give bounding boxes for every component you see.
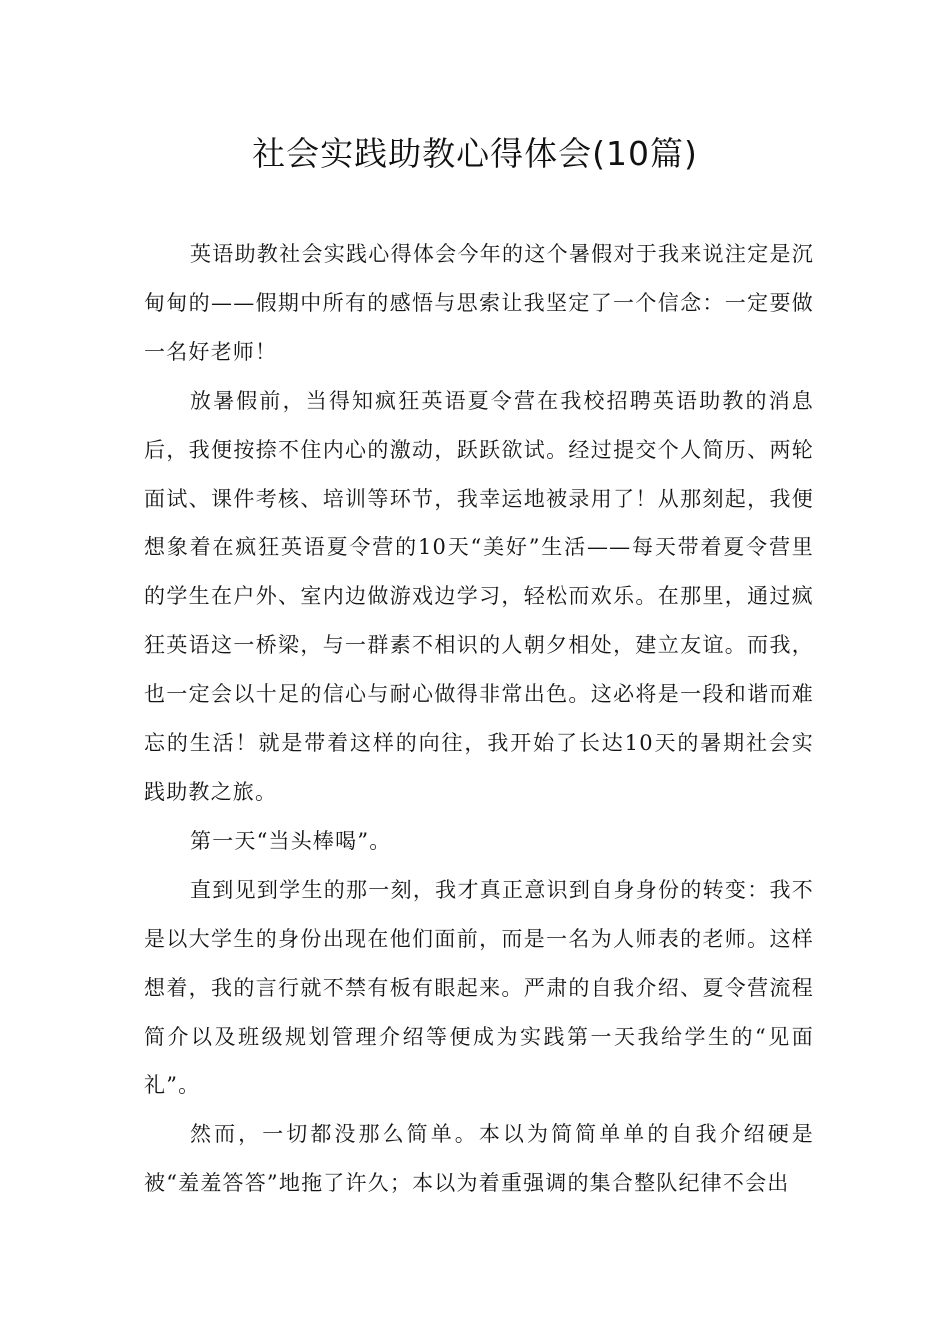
document-body bbox=[144, 230, 814, 1208]
paragraph-day-one-heading: 第一天“当头棒喝”。 bbox=[190, 828, 392, 853]
paragraph-intro: 英语助教社会实践心得体会今年的这个暑假对于我来说注定是沉甸甸的——假期中所有的感悟与思索让我坚定了一个信念：一定要做一名好老师！ bbox=[144, 242, 814, 364]
document-title: 社会实践助教心得体会(10篇) bbox=[252, 134, 698, 173]
paragraph-meeting-students: 直到见到学生的那一刻，我才真正意识到自身身份的转变：我不是以大学生的身份出现在他们面前，而是一名为人师表的老师。这样想着，我的言行就不禁有板有眼起来。严肃的自我介绍、夏令营流程简介以及班级规划管理介绍等便成为实践第一天我给学生的“见面礼”。 bbox=[144, 877, 814, 1098]
paragraph-not-simple: 然而，一切都没那么简单。本以为简简单单的自我介绍硬是被“羞羞答答”地拖了许久；本以为着重强调的集合整队纪律不会出 bbox=[144, 1122, 814, 1196]
paragraph-before-summer: 放暑假前，当得知疯狂英语夏令营在我校招聘英语助教的消息后，我便按捺不住内心的激动，跃跃欲试。经过提交个人简历、两轮面试、课件考核、培训等环节，我幸运地被录用了！从那刻起，我便想象着在疯狂英语夏令营的10天“美好”生活——每天带着夏令营里的学生在户外、室内边做游戏边学习，轻松而欢乐。在那里，通过疯狂英语这一桥梁，与一群素不相识的人朝夕相处，建立友谊。而我，也一定会以十足的信心与耐心做得非常出色。这必将是一段和谐而难忘的生活！就是带着这样的向往，我开始了长达10天的暑期社会实践助教之旅。 bbox=[144, 388, 814, 804]
